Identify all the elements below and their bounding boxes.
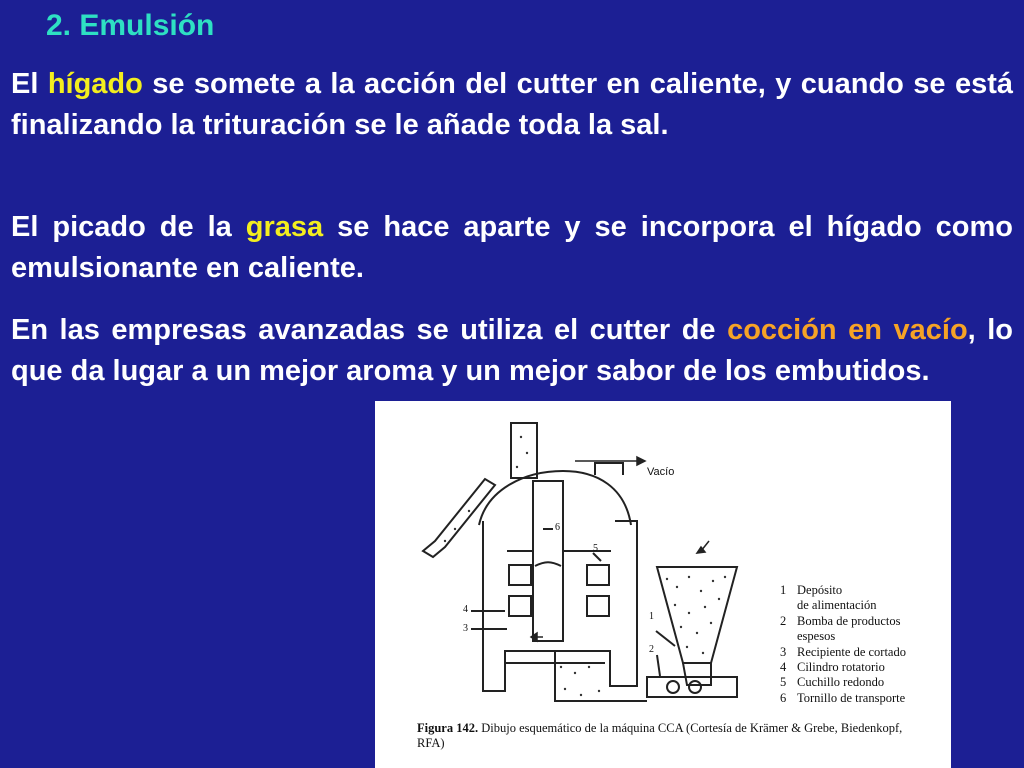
cylinder-knob [535,562,561,566]
highlight-grasa: grasa [245,211,324,243]
vacuum-dome [479,471,631,525]
part-number-4: 4 [463,604,468,615]
legend-number: 2 [780,613,787,628]
blade-left-top [509,565,531,585]
highlight-higado: hígado [47,68,143,100]
part-number-5: 5 [593,543,598,554]
parts-legend [780,583,906,706]
vacuum-label: Vacío [647,466,675,478]
legend-number: 4 [780,660,787,675]
legend-item [780,645,906,660]
legend-text: Cuchillo redondo [797,675,885,690]
leader-lines-3-4 [471,611,507,629]
legend-number: 3 [780,644,787,659]
vacuum-arrow-head [637,457,645,465]
blade-right-bottom [587,596,609,616]
paragraph-text: En las empresas avanzadas se utiliza el cutter de [11,314,728,346]
caption-text: Dibujo esquemático de la máquina CCA (Cortesía de Krämer & Grebe, Biedenkopf, RFA) [417,721,903,750]
legend-text: Tornillo de transporte [797,690,906,705]
legend-item [780,614,906,629]
feed-tube-top [511,423,537,478]
part-number-3: 3 [463,623,468,634]
paragraph-fat [11,207,1013,289]
legend-text: Cilindro rotatorio [797,660,885,675]
rotating-cylinder [533,481,563,641]
vacuum-pipe [595,463,623,475]
figure-caption [417,721,927,751]
paragraph-liver [11,64,1013,146]
legend-number: 1 [780,583,787,597]
discharge-channel [505,651,647,701]
hopper [657,567,737,663]
pump-body [647,677,737,697]
legend-item [780,583,906,598]
paragraph-vacuum-cutter [11,310,1013,392]
paragraph-text: El picado de la [11,211,246,243]
paragraph-text: El [11,68,48,100]
legend-item-continuation: espesos [797,629,836,644]
paragraph-text: se hace aparte y se incorpora el hígado como emulsionante en caliente. [11,211,1013,284]
blade-right-top [587,565,609,585]
caption-label: Figura 142. [417,721,479,735]
legend-text: Bomba de productos [797,613,901,628]
legend-text: Depósito [797,583,843,597]
paragraph-text: se somete a la acción del cutter en caliente, y cuando se está finalizando la trituración se le añade toda la sal. [11,68,1013,141]
legend-number: 6 [780,690,787,705]
legend-number: 5 [780,675,787,690]
pump-rotor [667,681,679,693]
highlight-coccion-en-vacio: cocción en vacío [727,314,968,346]
leader-line-2 [657,655,660,676]
part-number-2: 2 [649,644,654,655]
machine-diagram-figure [375,401,951,768]
leader-line-1 [656,631,675,646]
paragraph-text: , lo que da lugar a un mejor aroma y un mejor sabor de los embutidos. [11,314,1013,387]
flow-arrow-head [531,633,537,641]
legend-item [780,660,906,675]
legend-item [780,691,906,706]
legend-item-continuation: de alimentación [797,598,877,613]
legend-text: Recipiente de cortado [797,644,906,659]
leader-line-5 [593,553,601,561]
blade-left-bottom [509,596,531,616]
part-number-6: 6 [555,522,560,533]
inclined-chute [423,479,495,557]
slide-title: 2. Emulsión [46,9,215,42]
legend-item [780,675,906,690]
part-number-1: 1 [649,611,654,622]
pump-rotor [689,681,701,693]
main-body [483,521,637,691]
